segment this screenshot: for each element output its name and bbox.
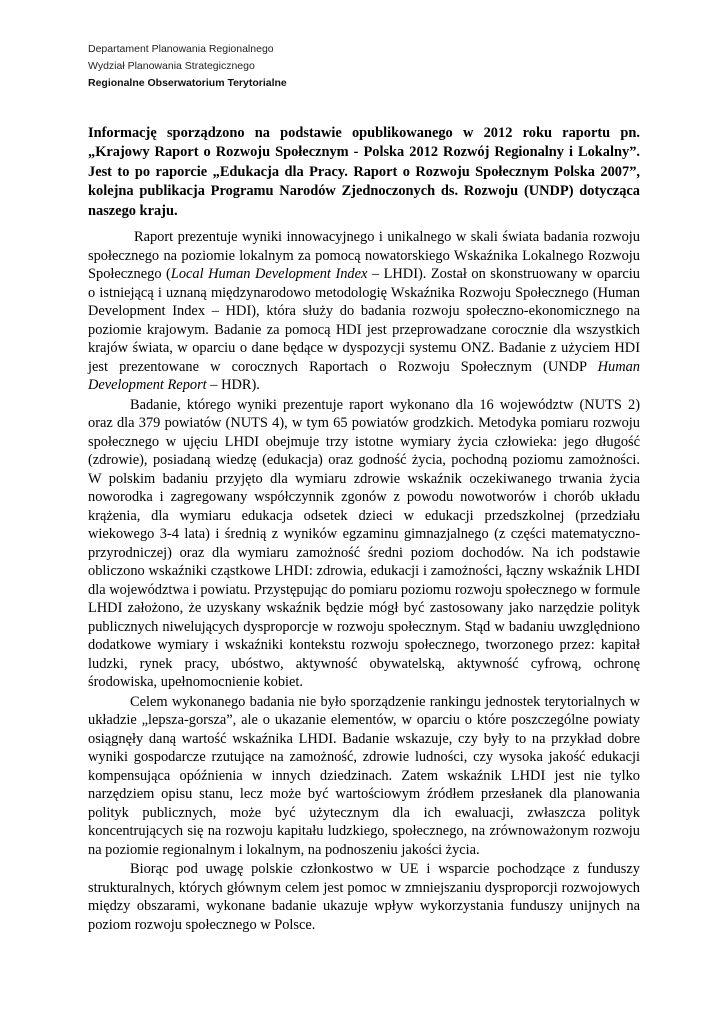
observatory-name: Regionalne Obserwatorium Terytorialne (88, 77, 287, 89)
hdr-term: Human Development Report (88, 358, 640, 393)
paragraph-3: Celem wykonanego badania nie było sporządzenie rankingu jednostek terytorialnych w układzie „lepsza-gorsza”, ale o ukazanie elementów, w oparciu o które poszczególne powiaty osiągnęły daną wartość wskaźnika LHDI. Badanie wskazuje, czy były to na przykład dobre wyniki gospodarcze rzutujące na zamożność, zdrowie ludności, czy wysoka jakość edukacji kompensująca opóźnienia w innych dziedzinach. Zatem wskaźnik LHDI jest nie tylko narzędziem opisu stanu, lecz może być wartościowym źródłem przesłanek dla planowania polityk publicznych, może być użytecznym dla ich ewaluacji, zwłaszcza polityk koncentrujących się na rozwoju kapitału ludzkiego, społecznego, na zrównoważonym rozwoju na poziomie regionalnym i lokalnym, na podnoszeniu jakości życia. (88, 693, 640, 858)
paragraph-1-part-b: – LHDI). Został on skonstruowany w oparciu o istniejącą i uznaną międzynarodowo metodologię Wskaźnika Rozwoju Społecznego (Human Development Index – HDI), która służy do badania rozwoju społeczno-ekonomicznego na poziomie krajowym. Badanie za pomocą HDI jest przeprowadzane corocznie dla wszystkich krajów świata, w oparciu o dane będące w dyspozycji systemu ONZ. Badanie z użyciem HDI jest prezentowane w corocznych Raportach o Rozwoju Społecznym (UNDP (88, 266, 640, 375)
paragraph-1-part-c: – HDR). (206, 377, 260, 393)
document-header (88, 41, 287, 92)
lead-paragraph: Informację sporządzono na podstawie opublikowanego w 2012 roku raportu pn. „Krajowy Raport o Rozwoju Społecznym - Polska 2012 Rozwój Regionalny i Lokalny”. Jest to po raporcie „Edukacja dla Pracy. Raport o Rozwoju Społecznym Polska 2007”, kolejna publikacja Programu Narodów Zjednoczonych ds. Rozwoju (UNDP) dotycząca naszego kraju. (88, 125, 640, 219)
document-body (88, 228, 640, 934)
paragraph-2: Badanie, którego wyniki prezentuje raport wykonano dla 16 województw (NUTS 2) oraz dla 379 powiatów (NUTS 4), w tym 65 powiatów grodzkich. Metodyka pomiaru rozwoju społecznego w ujęciu LHDI obejmuje trzy istotne wymiary życia człowieka: jego długość (zdrowie), posiadaną wiedzę (edukacja) oraz godność życia, pochodną poziomu zamożności. W polskim badaniu przyjęto dla wymiaru zdrowie wskaźnik oczekiwanego trwania życia noworodka i zagregowany współczynnik zgonów z powodu nowotworów i chorób układu krążenia, dla wymiaru edukacja odsetek dzieci w edukacji przedszkolnej (przedziału wiekowego 3-4 lata) i średnią z wyników egzaminu gimnazjalnego (z części matematyczno-przyrodniczej) oraz dla wymiaru zamożność średni poziom dochodów. Na ich podstawie obliczono wskaźniki cząstkowe LHDI: zdrowia, edukacji i zamożności, łączny wskaźnik LHDI dla województwa i powiatu. Przystępując do pomiaru poziomu rozwoju społecznego w formule LHDI założono, że uzyskany wskaźnik będzie mógł być zastosowany jako narzędzie polityk publicznych niwelujących dysproporcje w rozwoju społecznym. Stąd w badaniu uwzględniono dodatkowe wymiary i wskaźniki kontekstu rozwoju społecznego, tworzonego przez: kapitał ludzki, rynek pracy, ubóstwo, aktywność obywatelską, aktywność cyfrową, ochronę środowiska, upełnomocnienie kobiet. (88, 396, 640, 690)
department-name: Departament Planowania Regionalnego (88, 43, 274, 55)
paragraph-4: Biorąc pod uwagę polskie członkostwo w UE i wsparcie pochodzące z funduszy strukturalnych, których głównym celem jest pomoc w zmniejszaniu dysproporcji rozwojowych między obszarami, wykonane badanie ukazuje wpływ wykorzystania funduszy unijnych na poziom rozwoju społecznego w Polsce. (88, 861, 640, 933)
paragraph-1-part-a: Raport prezentuje wyniki innowacyjnego i unikalnego w skali świata badania rozwoju społecznego na poziomie lokalnym za pomocą nowatorskiego Wskaźnika Lokalnego Rozwoju Społecznego ( (88, 229, 640, 282)
lhdi-term: Local Human Development Index (170, 266, 368, 282)
division-name: Wydział Planowania Strategicznego (88, 60, 255, 72)
paragraph-1 (88, 228, 640, 395)
